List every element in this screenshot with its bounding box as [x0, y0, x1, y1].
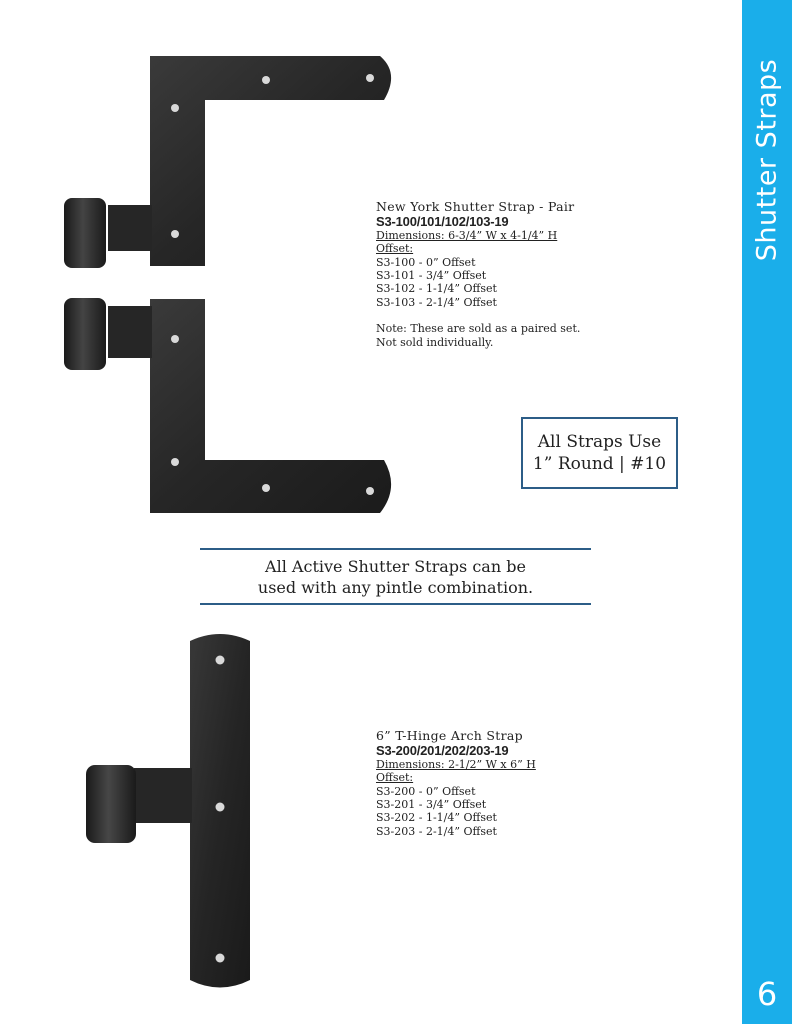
- page-number: 6: [756, 975, 778, 1013]
- banner-bottom-rule: [200, 603, 591, 605]
- product-info-t-hinge: [376, 729, 536, 838]
- section-title: Shutter Straps: [751, 58, 783, 262]
- product-name: New York Shutter Strap - Pair: [376, 199, 575, 214]
- pintle-callout-box: [521, 417, 678, 489]
- offset-item: S3-202 - 1-1/4” Offset: [376, 811, 497, 825]
- product-sku: S3-200/201/202/203-19: [376, 743, 509, 759]
- offset-item: S3-103 - 2-1/4” Offset: [376, 295, 497, 309]
- banner-line: used with any pintle combination.: [257, 578, 534, 597]
- offset-item: S3-101 - 3/4” Offset: [376, 269, 487, 283]
- lower-strap: [64, 298, 391, 513]
- banner-line: All Active Shutter Straps can be: [265, 557, 526, 576]
- offset-item: S3-203 - 2-1/4” Offset: [376, 824, 497, 838]
- callout-line: All Straps Use: [537, 432, 662, 452]
- note-line: Note: These are sold as a paired set.: [376, 322, 581, 336]
- offset-item: S3-102 - 1-1/4” Offset: [376, 282, 497, 296]
- product-sku: S3-100/101/102/103-19: [376, 214, 509, 230]
- offset-label: Offset:: [376, 242, 414, 256]
- offset-item: S3-100 - 0” Offset: [376, 255, 476, 269]
- product-name: 6” T-Hinge Arch Strap: [376, 728, 523, 743]
- upper-strap: [64, 56, 391, 268]
- new-york-strap-pair-image: [48, 48, 408, 523]
- callout-line: 1” Round | #10: [532, 454, 667, 474]
- banner-top-rule: [200, 548, 591, 550]
- offset-item: S3-200 - 0” Offset: [376, 784, 476, 798]
- product-dimensions: Dimensions: 2-1/2” W x 6” H: [376, 757, 536, 771]
- t-hinge-arch-strap-image: [78, 625, 268, 1000]
- note-line: Not sold individually.: [376, 335, 494, 349]
- pintle-banner: [200, 556, 591, 598]
- offset-label: Offset:: [376, 771, 414, 785]
- product-dimensions: Dimensions: 6-3/4” W x 4-1/4” H: [376, 228, 558, 242]
- product-note: [376, 322, 580, 349]
- offset-item: S3-201 - 3/4” Offset: [376, 798, 487, 812]
- product-info-new-york: [376, 200, 580, 349]
